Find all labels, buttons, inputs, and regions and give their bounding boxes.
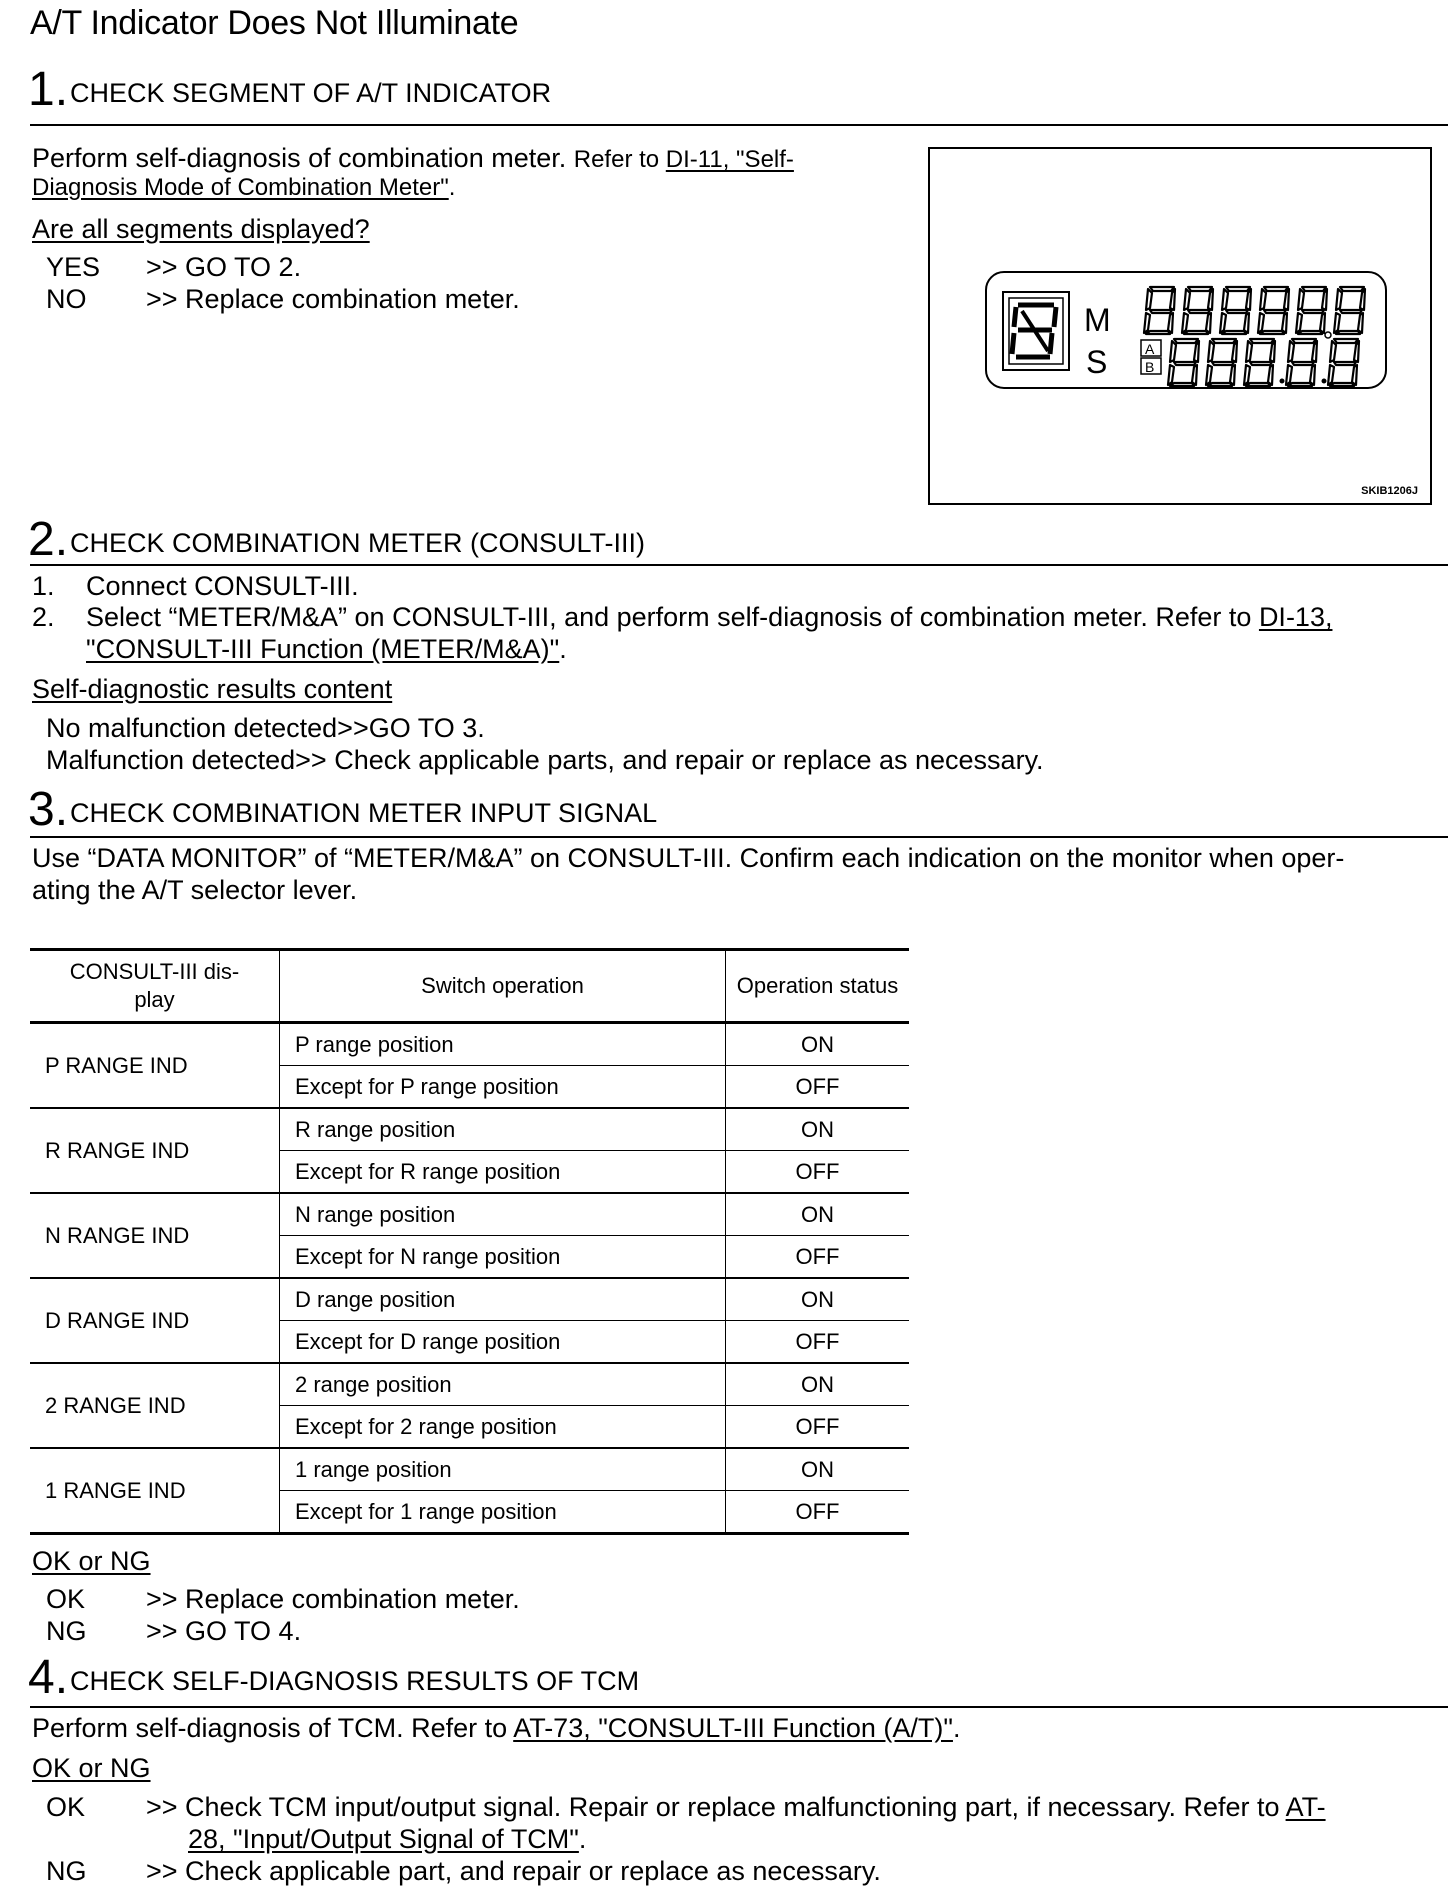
bottom-digit-row [1168, 332, 1359, 386]
operation-status-cell: ON [726, 1023, 910, 1066]
step-4-number: 4. [28, 1651, 69, 1704]
consult-display-cell: P RANGE IND [30, 1023, 280, 1109]
step-3-heading [28, 782, 657, 837]
ng-key: NG [46, 1856, 87, 1886]
operation-status-cell: ON [726, 1278, 910, 1321]
table-header-row [30, 950, 909, 1023]
header-consult-display: CONSULT-III dis- play [30, 950, 280, 1023]
switch-operation-cell: 1 range position [280, 1448, 726, 1491]
link-di-13[interactable]: DI-13, [1258, 602, 1333, 632]
yes-key: YES [46, 252, 101, 282]
switch-operation-cell: Except for R range position [280, 1151, 726, 1194]
step-4-divider [30, 1706, 1448, 1708]
operation-status-cell: OFF [726, 1321, 910, 1364]
step-1-divider [30, 124, 1448, 126]
step-2-number: 2. [28, 513, 69, 566]
switch-operation-cell: Except for 2 range position [280, 1406, 726, 1449]
step-4-ok-row: OK >> Check TCM input/output signal. Repair or replace malfunctioning part, if necessary. Refer to AT- [46, 1792, 1326, 1822]
link-di-13-cont[interactable]: "CONSULT-III Function (METER/M&A)" [86, 634, 560, 664]
table-row [30, 1193, 909, 1236]
link-at-28[interactable]: AT- [1285, 1792, 1326, 1822]
operation-status-cell: OFF [726, 1406, 910, 1449]
operation-status-cell: OFF [726, 1236, 910, 1279]
link-at-28-cont[interactable]: 28, "Input/Output Signal of TCM" [188, 1824, 579, 1854]
step-2-item-2-line-2: "CONSULT-III Function (METER/M&A)". [86, 634, 567, 664]
step-2-item-1: 1. Connect CONSULT-III. [32, 571, 359, 601]
yes-action: >> GO TO 2. [146, 252, 302, 282]
result-malfunction: Malfunction detected>> Check applicable parts, and repair or replace as necessary. [46, 745, 1044, 775]
table-row [30, 1448, 909, 1491]
table-row [30, 1278, 909, 1321]
data-monitor-table [30, 948, 909, 1535]
step-4-title: CHECK SELF-DIAGNOSIS RESULTS OF TCM [70, 1666, 640, 1696]
ok-key: OK [46, 1584, 86, 1614]
step-2-heading [28, 512, 645, 567]
result-no-malfunction: No malfunction detected>>GO TO 3. [46, 713, 485, 743]
step-1-title: CHECK SEGMENT OF A/T INDICATOR [70, 78, 552, 108]
header-switch-operation: Switch operation [280, 950, 726, 1023]
meter-display-illustration [930, 149, 1430, 503]
a-label: A [1145, 341, 1155, 357]
gear-indicator-icon [1003, 292, 1069, 370]
ng-key: NG [46, 1616, 87, 1646]
switch-operation-cell: Except for N range position [280, 1236, 726, 1279]
self-diagnostic-results-heading: Self-diagnostic results content [32, 674, 393, 704]
step-3-divider [30, 836, 1448, 838]
operation-status-cell: OFF [726, 1491, 910, 1534]
header-operation-status: Operation status [726, 950, 910, 1023]
step-1-instruction-line-1: Perform self-diagnosis of combination meter. Refer to DI-11, "Self- [32, 143, 794, 173]
switch-operation-cell: N range position [280, 1193, 726, 1236]
step-3-ng-row [46, 1616, 301, 1647]
step-3-ok-or-ng: OK or NG [32, 1546, 151, 1576]
switch-operation-cell: Except for D range position [280, 1321, 726, 1364]
step-3-instruction-line-2: ating the A/T selector lever. [32, 875, 358, 905]
s-label: S [1086, 344, 1108, 380]
operation-status-cell: OFF [726, 1066, 910, 1109]
step-4-instruction: Perform self-diagnosis of TCM. Refer to AT-73, "CONSULT-III Function (A/T)". [32, 1713, 961, 1743]
switch-operation-cell: Except for P range position [280, 1066, 726, 1109]
step-3-title: CHECK COMBINATION METER INPUT SIGNAL [70, 798, 658, 828]
step-2-item-2-line-1: 2. Select “METER/M&A” on CONSULT-III, and perform self-diagnosis of combination meter. Refer to DI-13, [32, 602, 1333, 632]
operation-status-cell: ON [726, 1363, 910, 1406]
step-1-question: Are all segments displayed? [32, 214, 370, 244]
switch-operation-cell: Except for 1 range position [280, 1491, 726, 1534]
operation-status-cell: ON [726, 1448, 910, 1491]
switch-operation-cell: 2 range position [280, 1363, 726, 1406]
step-2-divider [30, 564, 1448, 566]
page-title: A/T Indicator Does Not Illuminate [30, 4, 519, 42]
no-key: NO [46, 284, 87, 314]
step-3-ok-row [46, 1584, 520, 1615]
step-1-yes-row [46, 252, 301, 283]
m-label: M [1084, 302, 1111, 338]
ok-key: OK [46, 1792, 86, 1822]
step-1-number: 1. [28, 63, 69, 116]
link-at-73[interactable]: AT-73, "CONSULT-III Function (A/T)" [513, 1713, 953, 1743]
top-digit-row [1144, 287, 1365, 334]
step-1-instruction-line-2: Diagnosis Mode of Combination Meter". [32, 174, 456, 201]
consult-display-cell: N RANGE IND [30, 1193, 280, 1278]
consult-display-cell: 2 RANGE IND [30, 1363, 280, 1448]
b-label: B [1145, 359, 1155, 375]
step-4-ng-row [46, 1856, 881, 1887]
step-3-instruction-line-1: Use “DATA MONITOR” of “METER/M&A” on CONSULT-III. Confirm each indication on the monitor when oper- [32, 843, 1345, 873]
step-4-ok-or-ng: OK or NG [32, 1753, 151, 1783]
switch-operation-cell: P range position [280, 1023, 726, 1066]
consult-display-cell: D RANGE IND [30, 1278, 280, 1363]
ng-action: >> Check applicable part, and repair or replace as necessary. [146, 1856, 881, 1886]
operation-status-cell: ON [726, 1108, 910, 1151]
table-row [30, 1363, 909, 1406]
step-4-heading [28, 1650, 639, 1705]
meter-segment-figure [928, 147, 1432, 505]
operation-status-cell: OFF [726, 1151, 910, 1194]
ng-action: >> GO TO 4. [146, 1616, 302, 1646]
switch-operation-cell: D range position [280, 1278, 726, 1321]
link-di-11-cont[interactable]: Diagnosis Mode of Combination Meter" [32, 174, 449, 201]
operation-status-cell: ON [726, 1193, 910, 1236]
consult-display-cell: R RANGE IND [30, 1108, 280, 1193]
step-1-no-row [46, 284, 520, 315]
table-row [30, 1108, 909, 1151]
step-1-heading [28, 62, 551, 117]
no-action: >> Replace combination meter. [146, 284, 520, 314]
step-3-number: 3. [28, 783, 69, 836]
link-di-11[interactable]: DI-11, "Self- [665, 146, 794, 173]
consult-display-cell: 1 RANGE IND [30, 1448, 280, 1534]
figure-code: SKIB1206J [1361, 485, 1418, 497]
switch-operation-cell: R range position [280, 1108, 726, 1151]
step-4-ok-row-cont: 28, "Input/Output Signal of TCM". [188, 1824, 587, 1854]
table-row [30, 1023, 909, 1066]
ok-action: >> Replace combination meter. [146, 1584, 520, 1614]
step-2-title: CHECK COMBINATION METER (CONSULT-III) [70, 528, 646, 558]
